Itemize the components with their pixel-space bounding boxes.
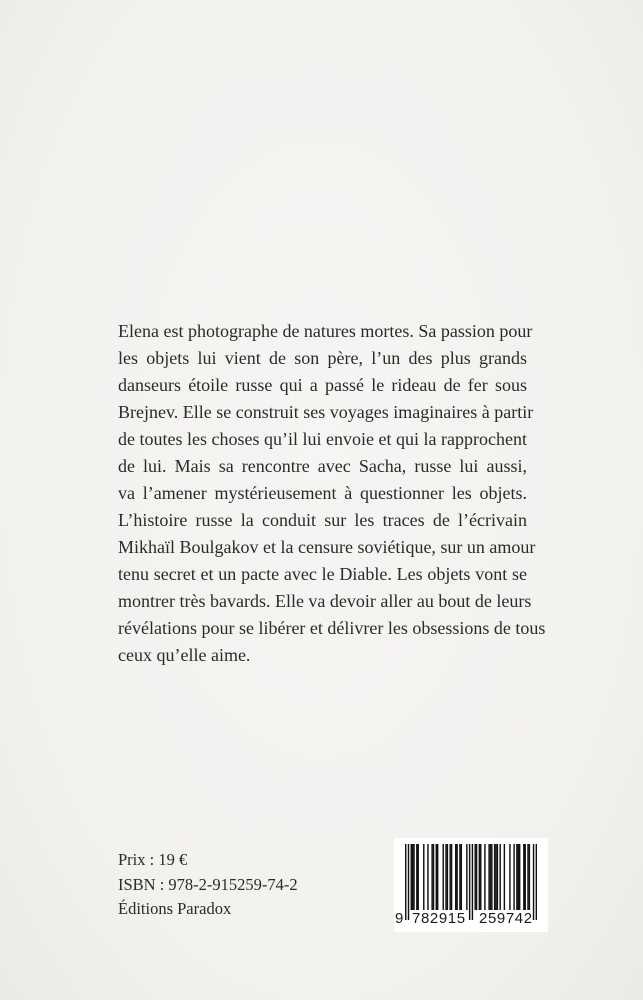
barcode-digits [394, 910, 548, 930]
synopsis-line: révélations pour se libérer et délivrer les obsessions de tous [118, 618, 546, 638]
barcode-bar [529, 844, 530, 910]
synopsis-line: montrer très bavards. Elle va devoir aller au bout de leurs [118, 591, 532, 611]
barcode-bar [405, 844, 406, 920]
barcode-bar [455, 844, 456, 910]
barcode-bar [480, 844, 481, 910]
barcode-bar [490, 844, 491, 910]
barcode-bar [484, 844, 485, 910]
barcode-bar [536, 844, 537, 920]
barcode-bar [443, 844, 444, 910]
barcode-bar [431, 844, 432, 910]
barcode-bar [445, 844, 446, 910]
synopsis-line: ceux qu’elle aime. [118, 645, 251, 665]
barcode-bar [408, 844, 409, 920]
synopsis-text [118, 318, 546, 669]
barcode-bar [436, 844, 437, 910]
barcode-bar [413, 844, 414, 910]
barcode-bar [451, 844, 452, 910]
barcode-bar [476, 844, 477, 910]
barcode-bar [466, 844, 467, 910]
barcode-bar [519, 844, 520, 910]
barcode-bar [495, 844, 496, 910]
price-label: Prix : 19 € [118, 850, 188, 869]
barcode-bar [497, 844, 498, 910]
isbn-label: ISBN : 978-2-915259-74-2 [118, 874, 298, 894]
barcode-bar [513, 844, 514, 910]
synopsis-line: Brejnev. Elle se construit ses voyages imaginaires à partir [118, 402, 534, 422]
barcode-bar [479, 844, 480, 910]
barcode-bar [437, 844, 438, 910]
barcode-bar [499, 844, 500, 910]
barcode-bar [461, 844, 462, 910]
barcode [394, 838, 548, 932]
barcode-digits-right: 259742 [479, 910, 533, 927]
barcode-bar [472, 844, 473, 920]
synopsis-line: danseurs étoile russe qui a passé le rideau de fer sous [118, 375, 527, 395]
barcode-bar [411, 844, 412, 910]
barcode-bar [516, 844, 517, 910]
barcode-bar [447, 844, 448, 910]
barcode-bar [491, 844, 492, 910]
barcode-bar [427, 844, 428, 910]
barcode-bar [456, 844, 457, 910]
publisher-label: Éditions Paradox [118, 899, 232, 918]
barcode-bar [423, 844, 424, 910]
synopsis-line: les objets lui vient de son père, l’un des plus grands [118, 348, 527, 368]
barcode-bar [523, 844, 524, 910]
barcode-bar [524, 844, 525, 910]
barcode-bar [488, 844, 489, 910]
barcode-bar [469, 844, 470, 920]
barcode-bar [509, 844, 510, 910]
barcode-bar [416, 844, 417, 910]
barcode-bar [433, 844, 434, 910]
synopsis-line: tenu secret et un pacte avec le Diable. Les objets vont se [118, 564, 527, 584]
barcode-bar [418, 844, 419, 910]
synopsis-line: de toutes les choses qu’il lui envoie et qui la rapprochent [118, 429, 527, 449]
barcode-bar [518, 844, 519, 910]
barcode-digit-first: 9 [395, 910, 404, 927]
barcode-bar [459, 844, 460, 910]
synopsis-line: Elena est photographe de natures mortes. Sa passion pour [118, 321, 533, 341]
barcode-bar [494, 844, 495, 910]
barcode-bar [449, 844, 450, 910]
synopsis-line: va l’amener mystérieusement à questionner les objets. [118, 483, 527, 503]
barcode-bar [412, 844, 413, 910]
barcode-bar [474, 844, 475, 910]
barcode-digits-left: 782915 [412, 910, 466, 927]
barcode-bar [504, 844, 505, 910]
barcode-bar [527, 844, 528, 910]
synopsis-line: Mikhaïl Boulgakov et la censure soviétique, sur un amour [118, 537, 536, 557]
synopsis-line: L’histoire russe la conduit sur les traces de l’écrivain [118, 510, 527, 530]
imprint-block [118, 848, 298, 922]
synopsis-line: de lui. Mais sa rencontre avec Sacha, russe lui aussi, [118, 456, 527, 476]
barcode-bar [533, 844, 534, 920]
